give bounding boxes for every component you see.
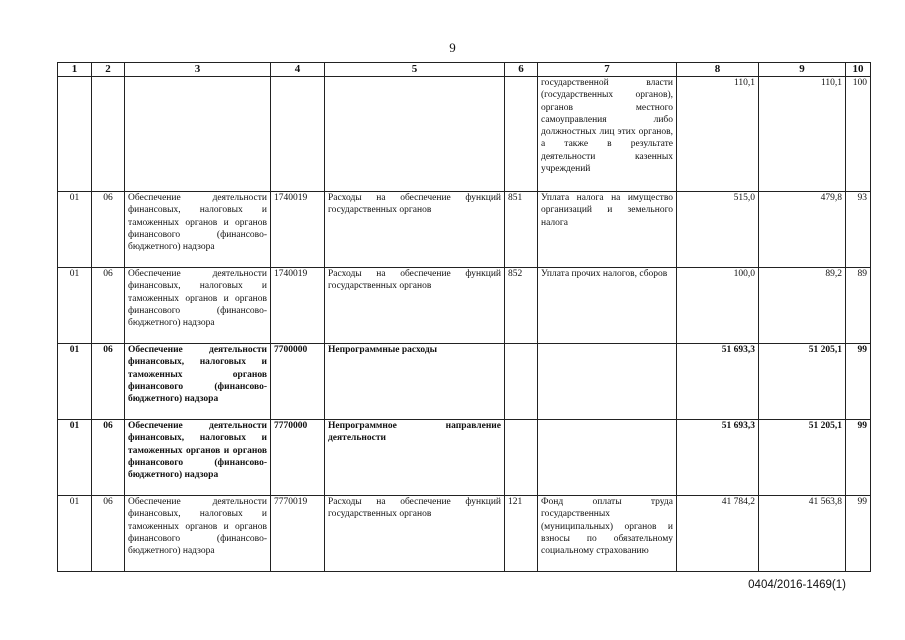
page-number: 9 <box>449 40 456 55</box>
column-header: 3 <box>125 63 271 77</box>
table-row <box>58 344 871 420</box>
subsection-code: 06 <box>92 268 125 344</box>
section-name: Обеспечение деятельности финансовых, налоговых и таможенных органов и органов финансового (финансово-бюджетного) надзора <box>125 192 271 268</box>
table-row <box>58 420 871 496</box>
section-code: 01 <box>58 420 92 496</box>
expense-type-code <box>505 344 538 420</box>
document-code: 0404/2016-1469(1) <box>748 579 846 591</box>
expense-type-name: государственной власти (государственных органов), органов местного самоуправления либо должностных лиц этих органов, а также в результате деятельности казенных учреждений <box>538 77 677 192</box>
section-name: Обеспечение деятельности финансовых, налоговых и таможенных органов и органов финансового (финансово-бюджетного) надзора <box>125 496 271 572</box>
target-article-name: Расходы на обеспечение функций государственных органов <box>325 192 505 268</box>
table-row <box>58 496 871 572</box>
target-article-code <box>271 77 325 192</box>
budget-table <box>57 62 871 572</box>
target-article-code: 7700000 <box>271 344 325 420</box>
planned-amount: 515,0 <box>677 192 759 268</box>
column-header: 5 <box>325 63 505 77</box>
column-header: 6 <box>505 63 538 77</box>
column-header: 9 <box>759 63 846 77</box>
expense-type-name: Фонд оплаты труда государственных (муниципальных) органов и взносы по обязательному социальному страхованию <box>538 496 677 572</box>
section-code: 01 <box>58 192 92 268</box>
planned-amount: 51 693,3 <box>677 344 759 420</box>
actual-amount: 479,8 <box>759 192 846 268</box>
execution-percent: 99 <box>846 344 871 420</box>
table-row <box>58 192 871 268</box>
target-article-name: Расходы на обеспечение функций государственных органов <box>325 496 505 572</box>
expense-type-code: 851 <box>505 192 538 268</box>
expense-type-code <box>505 77 538 192</box>
section-name: Обеспечение деятельности финансовых, налоговых и таможенных органов и органов финансового (финансово-бюджетного) надзора <box>125 420 271 496</box>
section-code: 01 <box>58 344 92 420</box>
actual-amount: 110,1 <box>759 77 846 192</box>
planned-amount: 110,1 <box>677 77 759 192</box>
target-article-code: 7770000 <box>271 420 325 496</box>
planned-amount: 100,0 <box>677 268 759 344</box>
actual-amount: 51 205,1 <box>759 344 846 420</box>
section-code <box>58 77 92 192</box>
expense-type-name: Уплата прочих налогов, сборов <box>538 268 677 344</box>
column-header: 4 <box>271 63 325 77</box>
subsection-code: 06 <box>92 192 125 268</box>
target-article-name: Непрограммные расходы <box>325 344 505 420</box>
actual-amount: 89,2 <box>759 268 846 344</box>
expense-type-name <box>538 344 677 420</box>
target-article-name <box>325 77 505 192</box>
subsection-code <box>92 77 125 192</box>
section-code: 01 <box>58 496 92 572</box>
execution-percent: 99 <box>846 496 871 572</box>
target-article-code: 1740019 <box>271 192 325 268</box>
column-header: 10 <box>846 63 871 77</box>
execution-percent: 93 <box>846 192 871 268</box>
table-row <box>58 77 871 192</box>
subsection-code: 06 <box>92 496 125 572</box>
expense-type-name: Уплата налога на имущество организаций и земельного налога <box>538 192 677 268</box>
execution-percent: 99 <box>846 420 871 496</box>
section-code: 01 <box>58 268 92 344</box>
target-article-code: 7770019 <box>271 496 325 572</box>
expense-type-name <box>538 420 677 496</box>
subsection-code: 06 <box>92 344 125 420</box>
header-row <box>58 63 871 77</box>
actual-amount: 51 205,1 <box>759 420 846 496</box>
subsection-code: 06 <box>92 420 125 496</box>
table-body <box>58 77 871 572</box>
execution-percent: 89 <box>846 268 871 344</box>
table-row <box>58 268 871 344</box>
expense-type-code: 121 <box>505 496 538 572</box>
column-header: 1 <box>58 63 92 77</box>
planned-amount: 41 784,2 <box>677 496 759 572</box>
target-article-name: Непрограммное направление деятельности <box>325 420 505 496</box>
target-article-code: 1740019 <box>271 268 325 344</box>
planned-amount: 51 693,3 <box>677 420 759 496</box>
execution-percent: 100 <box>846 77 871 192</box>
section-name: Обеспечение деятельности финансовых, налоговых и таможенных органов финансового (финансово-бюджетного) надзора <box>125 344 271 420</box>
section-name <box>125 77 271 192</box>
column-header: 7 <box>538 63 677 77</box>
column-header: 2 <box>92 63 125 77</box>
column-header: 8 <box>677 63 759 77</box>
target-article-name: Расходы на обеспечение функций государственных органов <box>325 268 505 344</box>
section-name: Обеспечение деятельности финансовых, налоговых и таможенных органов и органов финансового (финансово-бюджетного) надзора <box>125 268 271 344</box>
actual-amount: 41 563,8 <box>759 496 846 572</box>
expense-type-code <box>505 420 538 496</box>
expense-type-code: 852 <box>505 268 538 344</box>
